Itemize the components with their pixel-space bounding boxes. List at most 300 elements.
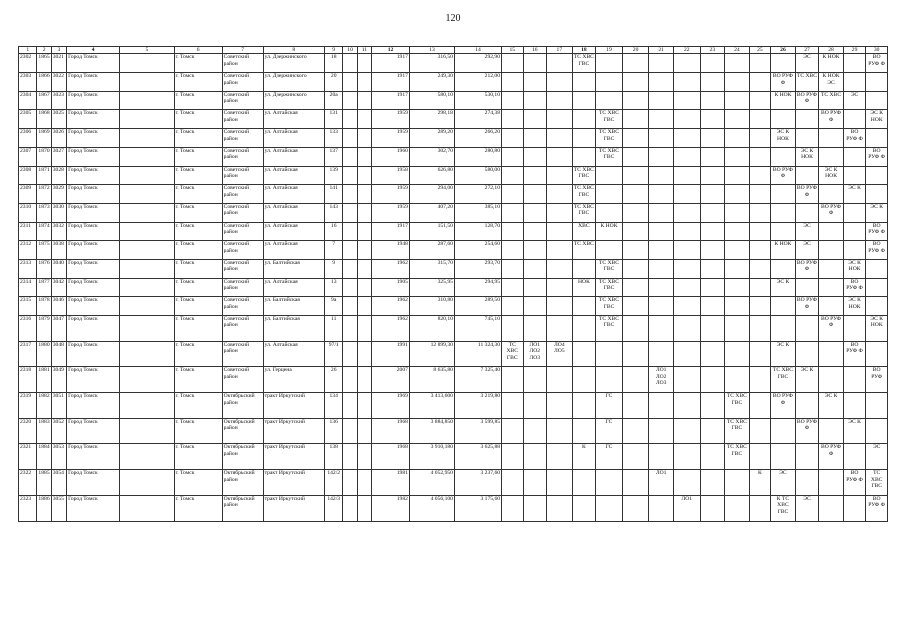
cell-col-8: ул. Дзержинского xyxy=(263,54,324,73)
cell-col-22 xyxy=(673,203,700,222)
cell-col-3: 3053 xyxy=(51,444,66,470)
cell-col-26 xyxy=(771,297,796,316)
cell-col-22 xyxy=(673,91,700,110)
cell-col-30 xyxy=(866,297,888,316)
cell-col-24 xyxy=(725,241,750,260)
cell-col-9: 142/2 xyxy=(324,470,342,496)
cell-col-26: ЭС К НОК xyxy=(771,129,796,148)
cell-col-23 xyxy=(700,495,725,521)
cell-col-29: ВО РУФ Ф xyxy=(843,341,866,367)
cell-col-5 xyxy=(120,91,174,110)
cell-col-2: 1881 xyxy=(37,367,51,393)
cell-col-28: ВО РУФ Ф xyxy=(819,316,844,342)
cell-col-2: 1883 xyxy=(37,418,51,444)
cell-col-2: 1869 xyxy=(37,129,51,148)
column-number-row xyxy=(19,47,888,54)
cell-col-5 xyxy=(120,241,174,260)
cell-col-26: ЭС К xyxy=(771,278,796,297)
cell-col-7: Советский район xyxy=(222,110,263,129)
cell-col-27 xyxy=(795,278,819,297)
cell-col-14: 3 237,60 xyxy=(454,470,501,496)
cell-col-15 xyxy=(502,393,523,419)
cell-col-10 xyxy=(343,393,357,419)
cell-col-29 xyxy=(843,222,866,241)
cell-col-9: 139 xyxy=(324,166,342,185)
cell-col-30 xyxy=(866,73,888,92)
cell-col-11 xyxy=(357,222,371,241)
cell-col-26 xyxy=(771,444,796,470)
cell-col-23 xyxy=(700,316,725,342)
cell-col-16 xyxy=(523,110,547,129)
column-number: 21 xyxy=(649,47,674,54)
cell-col-16 xyxy=(523,91,547,110)
cell-col-16 xyxy=(523,495,547,521)
cell-col-18: ТС ХВС ГВС xyxy=(572,185,596,204)
table-row xyxy=(19,341,888,367)
cell-col-1: 2315 xyxy=(19,297,37,316)
cell-col-11 xyxy=(357,495,371,521)
cell-col-18: ТС ХВС ГВС xyxy=(572,166,596,185)
cell-col-4: Город Томск xyxy=(67,367,120,393)
cell-col-7: Советский район xyxy=(222,91,263,110)
column-number: 22 xyxy=(673,47,700,54)
cell-col-2: 1882 xyxy=(37,393,51,419)
table-row xyxy=(19,444,888,470)
cell-col-10 xyxy=(343,147,357,166)
cell-col-18 xyxy=(572,110,596,129)
column-number: 29 xyxy=(843,47,866,54)
cell-col-26: ВО РУФ Ф xyxy=(771,166,796,185)
cell-col-29 xyxy=(843,54,866,73)
table-row xyxy=(19,110,888,129)
cell-col-19 xyxy=(596,91,623,110)
cell-col-20 xyxy=(622,185,649,204)
cell-col-1: 2308 xyxy=(19,166,37,185)
cell-col-20 xyxy=(622,470,649,496)
cell-col-16 xyxy=(523,259,547,278)
cell-col-6: г. Томск xyxy=(174,367,222,393)
cell-col-5 xyxy=(120,278,174,297)
cell-col-30: ЭС xyxy=(866,444,888,470)
cell-col-22 xyxy=(673,166,700,185)
cell-col-23 xyxy=(700,444,725,470)
cell-col-1: 2307 xyxy=(19,147,37,166)
cell-col-4: Город Томск xyxy=(67,341,120,367)
cell-col-2: 1885 xyxy=(37,470,51,496)
cell-col-5 xyxy=(120,393,174,419)
cell-col-16 xyxy=(523,203,547,222)
cell-col-23 xyxy=(700,393,725,419)
cell-col-20 xyxy=(622,129,649,148)
cell-col-14: 3 599,85 xyxy=(454,418,501,444)
cell-col-20 xyxy=(622,297,649,316)
cell-col-29: ЭС xyxy=(843,91,866,110)
cell-col-30: ТС ХВС ГВС xyxy=(866,470,888,496)
cell-col-20 xyxy=(622,54,649,73)
cell-col-9: 133 xyxy=(324,129,342,148)
cell-col-17 xyxy=(547,185,573,204)
cell-col-19 xyxy=(596,166,623,185)
cell-col-26: К НОК xyxy=(771,241,796,260)
cell-col-19: ГС xyxy=(596,444,623,470)
cell-col-19: ГС xyxy=(596,393,623,419)
cell-col-2: 1877 xyxy=(37,278,51,297)
cell-col-1: 2316 xyxy=(19,316,37,342)
cell-col-4: Город Томск xyxy=(67,203,120,222)
cell-col-2: 1872 xyxy=(37,185,51,204)
cell-col-16 xyxy=(523,147,547,166)
cell-col-2: 1868 xyxy=(37,110,51,129)
cell-col-28 xyxy=(819,367,844,393)
cell-col-9: 9 xyxy=(324,259,342,278)
column-number: 20 xyxy=(622,47,649,54)
cell-col-8: ул. Алтайская xyxy=(263,110,324,129)
cell-col-22 xyxy=(673,54,700,73)
cell-col-14: 530,10 xyxy=(454,91,501,110)
cell-col-18 xyxy=(572,367,596,393)
cell-col-13: 3 413,600 xyxy=(409,393,454,419)
cell-col-13: 626,80 xyxy=(409,166,454,185)
cell-col-7: Советский район xyxy=(222,222,263,241)
cell-col-17 xyxy=(547,129,573,148)
cell-col-23 xyxy=(700,470,725,496)
cell-col-9: 18 xyxy=(324,54,342,73)
cell-col-26 xyxy=(771,185,796,204)
cell-col-25 xyxy=(749,185,770,204)
cell-col-5 xyxy=(120,203,174,222)
table-row xyxy=(19,495,888,521)
cell-col-7: Советский район xyxy=(222,241,263,260)
cell-col-25 xyxy=(749,222,770,241)
table-row xyxy=(19,185,888,204)
cell-col-27 xyxy=(795,470,819,496)
cell-col-11 xyxy=(357,166,371,185)
cell-col-17 xyxy=(547,203,573,222)
cell-col-11 xyxy=(357,185,371,204)
cell-col-15 xyxy=(502,54,523,73)
cell-col-3: 3040 xyxy=(51,259,66,278)
table-row xyxy=(19,297,888,316)
table-row xyxy=(19,278,888,297)
cell-col-25 xyxy=(749,91,770,110)
cell-col-19 xyxy=(596,54,623,73)
cell-col-3: 3029 xyxy=(51,185,66,204)
cell-col-14: 292,90 xyxy=(454,54,501,73)
cell-col-17 xyxy=(547,278,573,297)
cell-col-6: г. Томск xyxy=(174,110,222,129)
cell-col-12: 1917 xyxy=(372,73,410,92)
cell-col-3: 3023 xyxy=(51,91,66,110)
cell-col-28 xyxy=(819,341,844,367)
cell-col-15 xyxy=(502,278,523,297)
cell-col-13: 12 899,30 xyxy=(409,341,454,367)
cell-col-12: 1982 xyxy=(372,495,410,521)
cell-col-1: 2303 xyxy=(19,73,37,92)
cell-col-20 xyxy=(622,393,649,419)
cell-col-7: Советский район xyxy=(222,129,263,148)
cell-col-28 xyxy=(819,129,844,148)
cell-col-27: ЭС К xyxy=(795,367,819,393)
cell-col-24 xyxy=(725,166,750,185)
cell-col-17 xyxy=(547,393,573,419)
cell-col-19: ТС ХВС ГВС xyxy=(596,110,623,129)
cell-col-21 xyxy=(649,91,674,110)
cell-col-8: тракт Иркутский xyxy=(263,470,324,496)
cell-col-22 xyxy=(673,297,700,316)
cell-col-24: ТС ХВС ГВС xyxy=(725,393,750,419)
cell-col-15 xyxy=(502,470,523,496)
cell-col-8: ул. Алтайская xyxy=(263,166,324,185)
cell-col-15 xyxy=(502,241,523,260)
cell-col-29 xyxy=(843,316,866,342)
column-number: 11 xyxy=(357,47,371,54)
cell-col-21 xyxy=(649,222,674,241)
cell-col-11 xyxy=(357,203,371,222)
cell-col-9: 16 xyxy=(324,222,342,241)
cell-col-18 xyxy=(572,341,596,367)
cell-col-22 xyxy=(673,73,700,92)
cell-col-13: 287,60 xyxy=(409,241,454,260)
cell-col-6: г. Томск xyxy=(174,73,222,92)
cell-col-27: ВО РУФ Ф xyxy=(795,297,819,316)
cell-col-22 xyxy=(673,418,700,444)
cell-col-12: 1917 xyxy=(372,222,410,241)
cell-col-1: 2304 xyxy=(19,91,37,110)
cell-col-4: Город Томск xyxy=(67,278,120,297)
column-number: 13 xyxy=(409,47,454,54)
cell-col-10 xyxy=(343,91,357,110)
cell-col-9: 137 xyxy=(324,147,342,166)
cell-col-17 xyxy=(547,297,573,316)
table-row xyxy=(19,316,888,342)
cell-col-4: Город Томск xyxy=(67,297,120,316)
cell-col-8: ул. Дзержинского xyxy=(263,73,324,92)
cell-col-1: 2318 xyxy=(19,367,37,393)
table-row xyxy=(19,203,888,222)
cell-col-21 xyxy=(649,418,674,444)
cell-col-2: 1876 xyxy=(37,259,51,278)
cell-col-8: тракт Иркутский xyxy=(263,393,324,419)
column-number: 14 xyxy=(454,47,501,54)
cell-col-24 xyxy=(725,367,750,393)
cell-col-21 xyxy=(649,166,674,185)
cell-col-9: 20а xyxy=(324,91,342,110)
cell-col-9: 142/3 xyxy=(324,495,342,521)
cell-col-11 xyxy=(357,54,371,73)
cell-col-12: 1962 xyxy=(372,259,410,278)
cell-col-20 xyxy=(622,418,649,444)
cell-col-15 xyxy=(502,91,523,110)
cell-col-15 xyxy=(502,203,523,222)
cell-col-2: 1874 xyxy=(37,222,51,241)
cell-col-15 xyxy=(502,110,523,129)
cell-col-17 xyxy=(547,166,573,185)
cell-col-27 xyxy=(795,129,819,148)
cell-col-6: г. Томск xyxy=(174,278,222,297)
cell-col-7: Советский район xyxy=(222,203,263,222)
cell-col-22 xyxy=(673,278,700,297)
cell-col-12: 2007 xyxy=(372,367,410,393)
table-row xyxy=(19,241,888,260)
cell-col-10 xyxy=(343,54,357,73)
cell-col-27 xyxy=(795,110,819,129)
cell-col-26: К НОК xyxy=(771,91,796,110)
column-number: 16 xyxy=(523,47,547,54)
cell-col-5 xyxy=(120,341,174,367)
cell-col-30 xyxy=(866,185,888,204)
cell-col-7: Советский район xyxy=(222,54,263,73)
cell-col-28 xyxy=(819,241,844,260)
cell-col-26 xyxy=(771,147,796,166)
cell-col-22 xyxy=(673,470,700,496)
cell-col-14: 294,95 xyxy=(454,278,501,297)
cell-col-2: 1870 xyxy=(37,147,51,166)
cell-col-7: Советский район xyxy=(222,185,263,204)
cell-col-30 xyxy=(866,278,888,297)
cell-col-22 xyxy=(673,444,700,470)
cell-col-21 xyxy=(649,444,674,470)
cell-col-30: ВО РУФ Ф xyxy=(866,495,888,521)
cell-col-27: ЭС xyxy=(795,241,819,260)
cell-col-14: 280,80 xyxy=(454,147,501,166)
cell-col-13: 4 052,950 xyxy=(409,470,454,496)
cell-col-6: г. Томск xyxy=(174,91,222,110)
register-table xyxy=(18,46,888,522)
cell-col-12: 1960 xyxy=(372,147,410,166)
cell-col-26: К ТС ХВС ГВС xyxy=(771,495,796,521)
cell-col-30: ВО РУФ Ф xyxy=(866,54,888,73)
cell-col-16 xyxy=(523,367,547,393)
cell-col-23 xyxy=(700,297,725,316)
cell-col-3: 3042 xyxy=(51,278,66,297)
cell-col-2: 1875 xyxy=(37,241,51,260)
column-number: 23 xyxy=(700,47,725,54)
column-number: 28 xyxy=(819,47,844,54)
cell-col-7: Октябрьский район xyxy=(222,470,263,496)
cell-col-11 xyxy=(357,316,371,342)
cell-col-30 xyxy=(866,166,888,185)
cell-col-6: г. Томск xyxy=(174,297,222,316)
cell-col-15 xyxy=(502,259,523,278)
cell-col-23 xyxy=(700,341,725,367)
cell-col-23 xyxy=(700,185,725,204)
cell-col-10 xyxy=(343,444,357,470)
cell-col-21 xyxy=(649,54,674,73)
cell-col-22 xyxy=(673,241,700,260)
cell-col-2: 1878 xyxy=(37,297,51,316)
cell-col-18 xyxy=(572,316,596,342)
cell-col-29 xyxy=(843,241,866,260)
cell-col-22 xyxy=(673,147,700,166)
cell-col-14: 212,00 xyxy=(454,73,501,92)
table-row xyxy=(19,393,888,419)
cell-col-6: г. Томск xyxy=(174,166,222,185)
cell-col-13: 8 635,80 xyxy=(409,367,454,393)
cell-col-17 xyxy=(547,222,573,241)
cell-col-20 xyxy=(622,222,649,241)
cell-col-20 xyxy=(622,203,649,222)
cell-col-24 xyxy=(725,278,750,297)
cell-col-4: Город Томск xyxy=(67,54,120,73)
cell-col-24 xyxy=(725,341,750,367)
cell-col-20 xyxy=(622,316,649,342)
cell-col-7: Советский район xyxy=(222,259,263,278)
cell-col-15 xyxy=(502,129,523,148)
cell-col-24 xyxy=(725,54,750,73)
cell-col-8: ул. Алтайская xyxy=(263,278,324,297)
cell-col-21 xyxy=(649,495,674,521)
cell-col-11 xyxy=(357,278,371,297)
cell-col-3: 3047 xyxy=(51,316,66,342)
table-row xyxy=(19,259,888,278)
cell-col-12: 1959 xyxy=(372,185,410,204)
cell-col-10 xyxy=(343,166,357,185)
table-row xyxy=(19,91,888,110)
cell-col-24: ТС ХВС ГВС xyxy=(725,444,750,470)
cell-col-6: г. Томск xyxy=(174,185,222,204)
cell-col-21 xyxy=(649,297,674,316)
cell-col-26: ТС ХВС ГВС xyxy=(771,367,796,393)
cell-col-17 xyxy=(547,259,573,278)
cell-col-9: 141 xyxy=(324,185,342,204)
cell-col-24 xyxy=(725,129,750,148)
cell-col-14: 289,50 xyxy=(454,297,501,316)
cell-col-7: Советский район xyxy=(222,316,263,342)
cell-col-18 xyxy=(572,73,596,92)
cell-col-19: ТС ХВС ГВС xyxy=(596,278,623,297)
cell-col-16 xyxy=(523,393,547,419)
cell-col-24 xyxy=(725,316,750,342)
column-number: 15 xyxy=(502,47,523,54)
cell-col-13: 315,70 xyxy=(409,259,454,278)
table-row xyxy=(19,470,888,496)
cell-col-25 xyxy=(749,297,770,316)
cell-col-2: 1886 xyxy=(37,495,51,521)
cell-col-26: ВО РУФ Ф xyxy=(771,393,796,419)
cell-col-30: ЭС К xyxy=(866,203,888,222)
table-row xyxy=(19,222,888,241)
cell-col-11 xyxy=(357,73,371,92)
cell-col-11 xyxy=(357,129,371,148)
cell-col-21 xyxy=(649,278,674,297)
cell-col-7: Советский район xyxy=(222,73,263,92)
cell-col-26 xyxy=(771,54,796,73)
cell-col-28 xyxy=(819,259,844,278)
cell-col-6: г. Томск xyxy=(174,222,222,241)
cell-col-2: 1865 xyxy=(37,54,51,73)
cell-col-5 xyxy=(120,418,174,444)
cell-col-13: 4 056,100 xyxy=(409,495,454,521)
cell-col-26: ЭС xyxy=(771,470,796,496)
cell-col-25 xyxy=(749,110,770,129)
cell-col-27: ВО РУФ Ф xyxy=(795,259,819,278)
cell-col-13: 249,30 xyxy=(409,73,454,92)
cell-col-9: 9а xyxy=(324,297,342,316)
cell-col-3: 3027 xyxy=(51,147,66,166)
cell-col-15 xyxy=(502,444,523,470)
cell-col-7: Советский район xyxy=(222,166,263,185)
cell-col-7: Советский район xyxy=(222,297,263,316)
cell-col-6: г. Томск xyxy=(174,393,222,419)
cell-col-16 xyxy=(523,73,547,92)
cell-col-3: 3046 xyxy=(51,297,66,316)
cell-col-16 xyxy=(523,444,547,470)
column-number: 25 xyxy=(749,47,770,54)
cell-col-4: Город Томск xyxy=(67,393,120,419)
cell-col-21 xyxy=(649,393,674,419)
cell-col-6: г. Томск xyxy=(174,495,222,521)
cell-col-17 xyxy=(547,367,573,393)
